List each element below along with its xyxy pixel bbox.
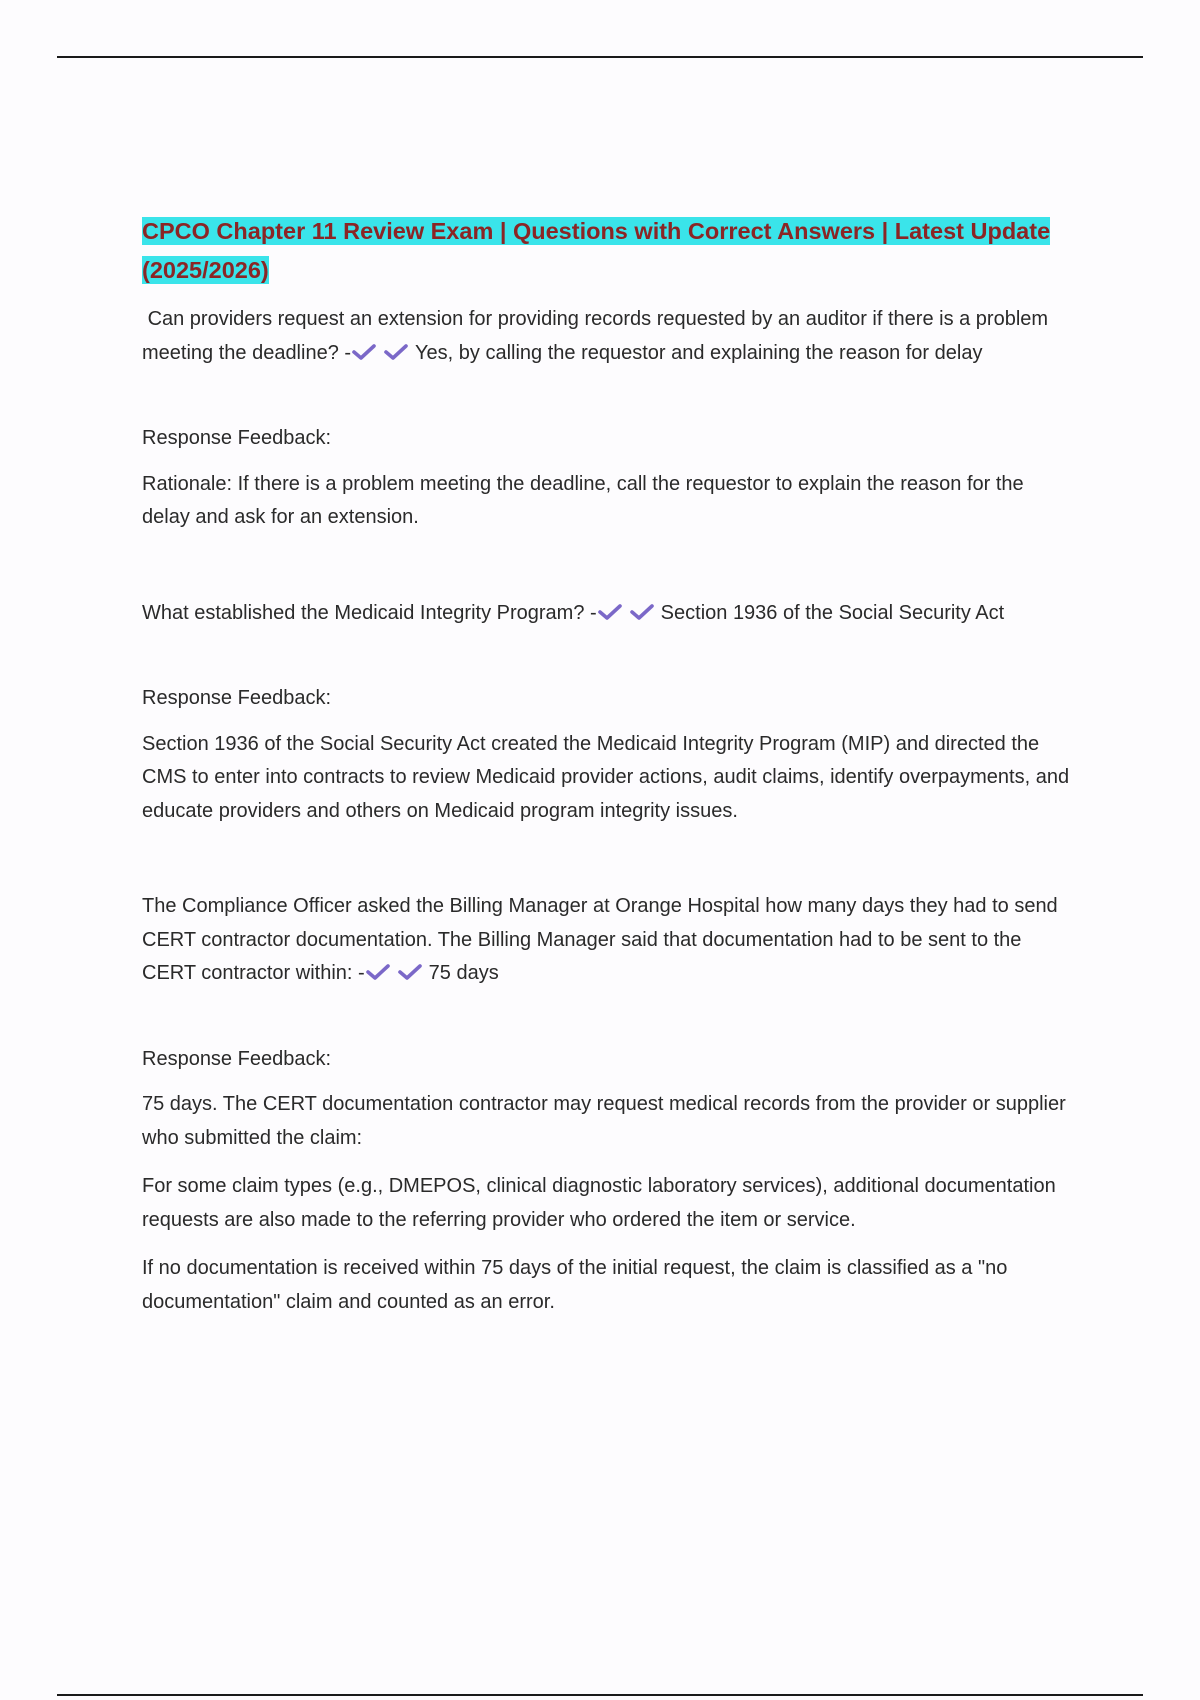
feedback-3-text-1: 75 days. The CERT documentation contractor may request medical records from the provider or supplier who submitted the claim: bbox=[142, 1093, 1066, 1149]
check-icon bbox=[365, 963, 391, 981]
question-2: What established the Medicaid Integrity Program? - Section 1936 of the Social Security Act bbox=[142, 601, 1005, 624]
document-title: CPCO Chapter 11 Review Exam | Questions with Correct Answers | Latest Update (2025/2026) bbox=[142, 218, 1051, 283]
feedback-label-1: Response Feedback: bbox=[142, 427, 332, 449]
check-icon bbox=[351, 343, 377, 361]
check-icon bbox=[383, 343, 409, 361]
footer-rule bbox=[57, 1694, 1143, 1696]
check-icon bbox=[597, 603, 623, 621]
answer-3: 75 days bbox=[428, 962, 499, 984]
document-body bbox=[142, 212, 1072, 1319]
header-rule bbox=[57, 56, 1143, 58]
feedback-label-3: Response Feedback: bbox=[142, 1047, 332, 1070]
check-icon bbox=[629, 603, 655, 621]
answer-1: Yes, by calling the requestor and explaining the reason for delay bbox=[415, 341, 983, 364]
question-3: The Compliance Officer asked the Billing Manager at Orange Hospital how many days they had to send CERT contractor documentation. The Billing Manager said that documentation had to be sent to the CERT contractor within: - 75 days bbox=[142, 895, 1058, 984]
feedback-3-text-2: For some claim types (e.g., DMEPOS, clinical diagnostic laboratory services), additional documentation requests are also made to the referring provider who ordered the item or service. bbox=[142, 1175, 1056, 1231]
answer-2: Section 1936 of the Social Security Act bbox=[660, 601, 1005, 624]
check-icon bbox=[397, 963, 423, 981]
feedback-label-2: Response Feedback: bbox=[142, 687, 332, 709]
feedback-2-text: Section 1936 of the Social Security Act created the Medicaid Integrity Program (MIP) and directed the CMS to enter into contracts to review Medicaid provider actions, audit claims, identify overpayments, and educate providers and others on Medicaid program integrity issues. bbox=[142, 732, 1070, 822]
feedback-1-text: Rationale: If there is a problem meeting the deadline, call the requestor to explain the reason for the delay and ask for an extension. bbox=[142, 472, 1024, 528]
feedback-3-text-3: If no documentation is received within 75 days of the initial request, the claim is classified as a "no documentation" claim and counted as an error. bbox=[142, 1257, 1008, 1313]
question-1: Can providers request an extension for providing records requested by an auditor if there is a problem meeting the deadline? - Yes, by calling the requestor and explaining the reason for delay bbox=[142, 308, 1049, 364]
